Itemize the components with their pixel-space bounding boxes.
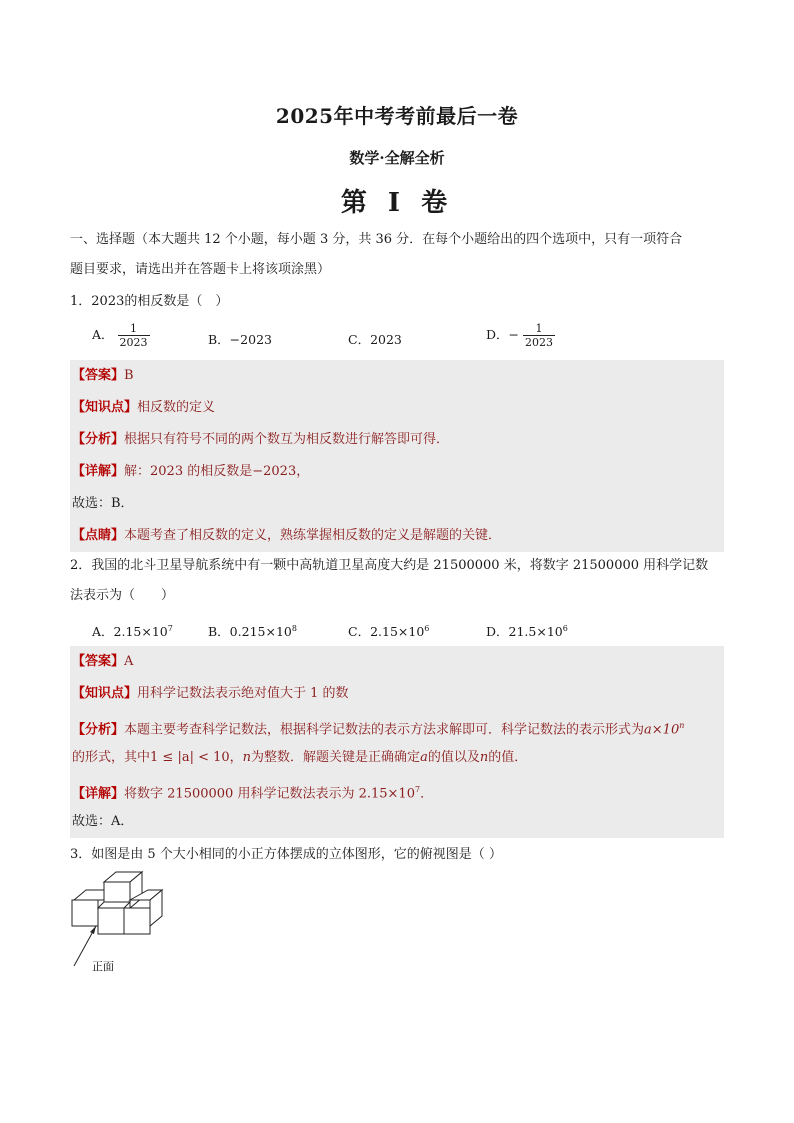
q1-option-d-fraction <box>523 322 555 349</box>
section-line-2: 题目要求，请选出并在答题卡上将该项涂黑） <box>70 262 331 277</box>
q2-analysis-math: a×10 <box>644 722 680 738</box>
q2-analysis-n: n <box>242 750 252 765</box>
q2-option-d <box>486 622 568 640</box>
q1-comment: 本题考查了相反数的定义，熟练掌握相反数的定义是解题的关键． <box>124 528 502 543</box>
page-subtitle: 数学·全解全析 <box>349 149 445 167</box>
q2-analysis-2a: 的形式，其中 <box>72 750 151 765</box>
q1-detail: 解：2023 的相反数是−2023， <box>124 464 310 479</box>
q2-analysis-2d: 的值以及 <box>427 750 480 765</box>
q1-d-numerator: 1 <box>523 322 555 336</box>
q2-detail: 将数字 21500000 用科学记数法表示为 2.15×10 <box>124 786 415 802</box>
q1-comment-tag: 【点睛】 <box>72 528 125 543</box>
q2-d-text: D．21.5×10 <box>486 624 563 639</box>
q2-analysis-2b: ， <box>229 750 243 765</box>
q1-option-a-fraction <box>118 322 150 349</box>
q2-analysis-tag: 【分析】 <box>72 722 125 738</box>
section-instructions <box>70 225 730 285</box>
q2-detail-end: ． <box>420 786 434 802</box>
q2-answer-block <box>70 646 724 838</box>
q2-a-exp: 7 <box>167 623 173 633</box>
question-2-stem <box>70 551 730 611</box>
q2-c-exp: 6 <box>424 623 430 633</box>
q2-stem-line-1: 2．我国的北斗卫星导航系统中有一颗中高轨道卫星高度大约是 21500000 米，将数字 21500000 用科学记数 <box>70 558 709 573</box>
front-arrow-head <box>90 926 96 934</box>
q2-analysis-range: 1 ≤ |a| < 10 <box>150 750 230 765</box>
cube-figure <box>66 868 176 978</box>
q2-option-b <box>208 622 297 640</box>
q1-answer-tag: 【答案】 <box>72 368 125 383</box>
question-3-stem: 3．如图是由 5 个大小相同的小正方体摆成的立体图形，它的俯视图是（ ） <box>70 847 502 862</box>
q1-a-denominator: 2023 <box>119 336 148 349</box>
page-title: 2025年中考考前最后一卷 <box>275 104 519 128</box>
q1-option-b: B．−2023 <box>208 332 272 347</box>
q2-analysis-n2: n <box>479 750 489 765</box>
q2-answer-tag: 【答案】 <box>72 654 125 669</box>
q2-analysis-a: a <box>420 750 428 765</box>
q2-b-exp: 8 <box>291 623 297 633</box>
q2-analysis-2c: 为整数．解题关键是正确确定 <box>251 750 421 765</box>
question-1-stem: 1．2023的相反数是（ ） <box>70 294 229 309</box>
q1-option-a <box>92 322 150 349</box>
q2-choose: 故选：A． <box>72 814 134 829</box>
q2-a-text: A．2.15×10 <box>92 624 168 639</box>
q1-option-d-label: D．− <box>486 327 519 342</box>
q1-knowledge: 相反数的定义 <box>137 400 216 415</box>
q2-answer: A <box>124 654 134 669</box>
q2-knowledge-tag: 【知识点】 <box>72 686 138 701</box>
q2-option-c <box>348 622 429 640</box>
q2-detail-tag: 【详解】 <box>72 786 125 802</box>
q1-a-numerator: 1 <box>118 322 150 336</box>
q1-answer-block <box>70 360 724 552</box>
section-line-1: 一、选择题（本大题共 12 个小题，每小题 3 分，共 36 分．在每个小题给出的四个选项中，只有一项符合 <box>70 232 683 247</box>
q1-answer: B <box>124 368 134 383</box>
q1-analysis: 根据只有符号不同的两个数互为相反数进行解答即可得． <box>124 432 450 447</box>
q2-detail-exp: 7 <box>414 785 421 794</box>
q2-option-a <box>92 622 173 640</box>
q1-option-c: C．2023 <box>348 332 402 347</box>
q2-knowledge: 用科学记数法表示绝对值大于 1 的数 <box>137 686 349 701</box>
q2-analysis-math-exp: n <box>679 721 685 730</box>
front-label: 正面 <box>92 960 114 973</box>
q1-choose: 故选：B． <box>72 496 134 511</box>
q2-analysis-2e: 的值． <box>488 750 528 765</box>
q2-stem-line-2: 法表示为（ ） <box>70 588 175 603</box>
q1-option-d <box>486 322 555 349</box>
cube-figure-drawing <box>72 872 162 934</box>
q2-c-text: C．2.15×10 <box>348 624 425 639</box>
q1-d-denominator: 2023 <box>524 336 553 349</box>
q2-b-text: B．0.215×10 <box>208 624 292 639</box>
q2-d-exp: 6 <box>562 623 568 633</box>
q1-knowledge-tag: 【知识点】 <box>72 400 138 415</box>
q1-option-a-label: A． <box>92 327 114 342</box>
q1-analysis-tag: 【分析】 <box>72 432 125 447</box>
q2-analysis: 本题主要考查科学记数法，根据科学记数法的表示方法求解即可．科学记数法的表示形式为 <box>124 722 645 738</box>
volume-heading: 第 I 卷 <box>340 188 454 218</box>
q1-detail-tag: 【详解】 <box>72 464 125 479</box>
